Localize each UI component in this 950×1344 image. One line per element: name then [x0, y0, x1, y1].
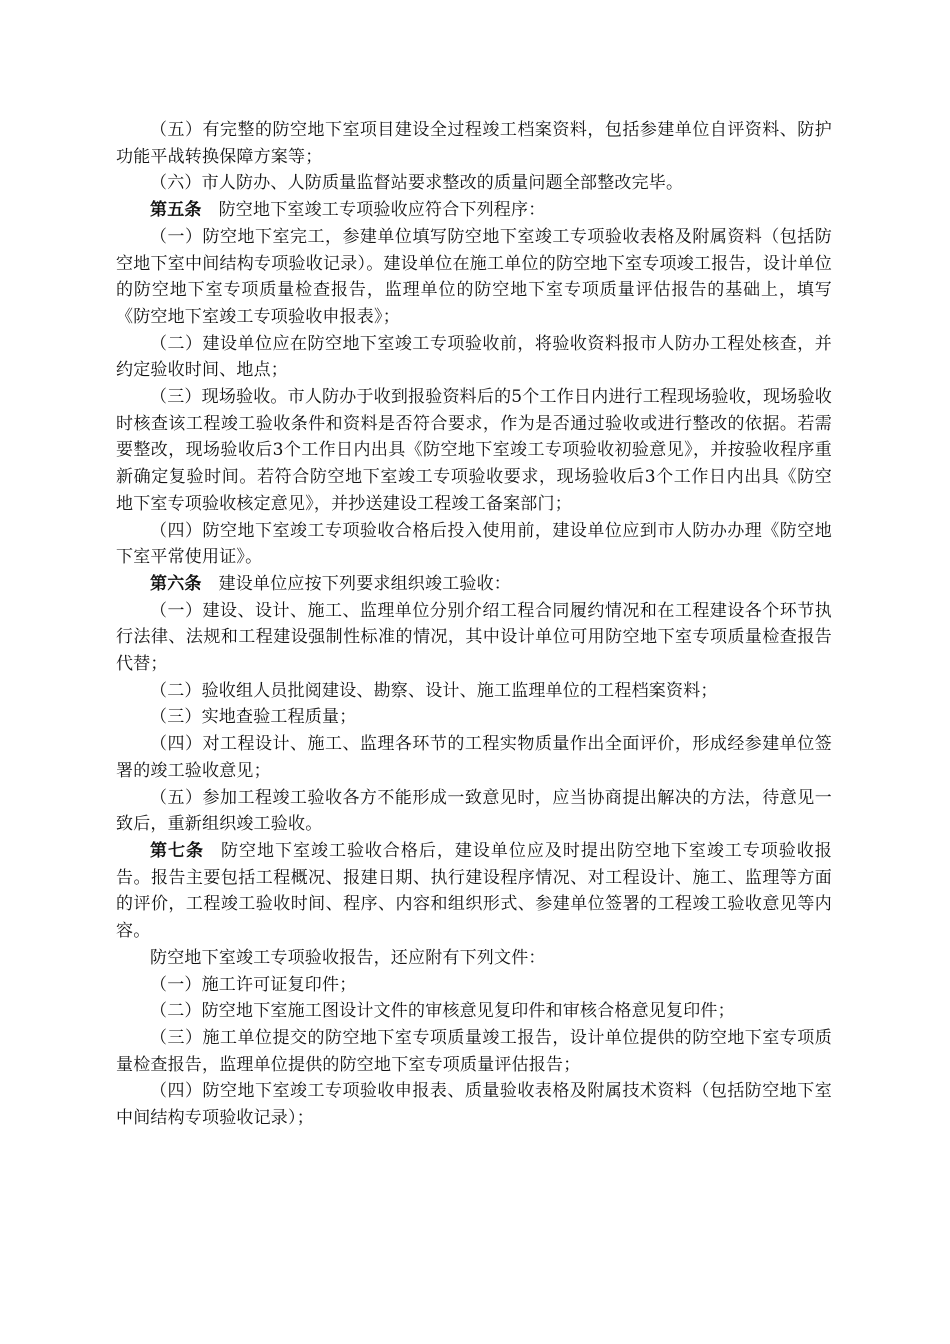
paragraph-text: （三）现场验收。市人防办于收到报验资料后的5个工作日内进行工程现场验收，现场验收时核查该工程竣工验收条件和资料是否符合要求，作为是否通过验收或进行整改的依据。若需要整改，现场验收后3个工作日内出具《防空地下室竣工专项验收初验意见》，并按验收程序重新确定复验时间。若符合防空地下室竣工专项验收要求，现场验收后3个工作日内出具《防空地下室专项验收核定意见》，并抄送建设工程竣工备案部门；	[116, 387, 832, 514]
paragraph	[116, 518, 832, 571]
paragraph-text: 防空地下室竣工专项验收报告，还应附有下列文件：	[150, 947, 546, 968]
paragraph-text: （五）参加工程竣工验收各方不能形成一致意见时，应当协商提出解决的方法，待意见一致后，重新组织竣工验收。	[116, 787, 832, 835]
article-label: 第五条	[150, 200, 202, 221]
paragraph-text: （二）建设单位应在防空地下室竣工专项验收前，将验收资料报市人防办工程处核查，并约定验收时间、地点；	[116, 333, 832, 381]
paragraph-text: （四）防空地下室竣工专项验收申报表、质量验收表格及附属技术资料（包括防空地下室中间结构专项验收记录）；	[116, 1081, 832, 1129]
paragraph-text: （二）防空地下室施工图设计文件的审核意见复印件和审核合格意见复印件；	[150, 1001, 735, 1022]
article-paragraph	[116, 571, 832, 598]
paragraph	[116, 731, 832, 784]
paragraph-text: （一）施工许可证复印件；	[150, 974, 357, 995]
paragraph	[116, 1025, 832, 1078]
paragraph-text: （三）施工单位提交的防空地下室专项质量竣工报告，设计单位提供的防空地下室专项质量检查报告，监理单位提供的防空地下室专项质量评估报告；	[116, 1027, 832, 1075]
paragraph-text: （四）对工程设计、施工、监理各环节的工程实物质量作出全面评价，形成经参建单位签署的竣工验收意见；	[116, 734, 832, 781]
paragraph	[116, 972, 832, 999]
paragraph-text: （五）有完整的防空地下室项目建设全过程竣工档案资料，包括参建单位自评资料、防护功能平战转换保障方案等；	[116, 120, 832, 167]
paragraph	[116, 945, 832, 972]
paragraph	[116, 598, 832, 678]
paragraph	[116, 117, 832, 170]
paragraph	[116, 224, 832, 331]
paragraph	[116, 384, 832, 518]
paragraph-text: 防空地下室竣工验收合格后，建设单位应及时提出防空地下室竣工专项验收报告。报告主要包括工程概况、报建日期、执行建设程序情况、对工程设计、施工、监理等方面的评价，工程竣工验收时间、程序、内容和组织形式、参建单位签署的工程竣工验收意见等内容。	[116, 840, 832, 942]
paragraph	[116, 678, 832, 705]
paragraph	[116, 785, 832, 838]
paragraph	[116, 170, 832, 197]
document-page	[116, 117, 832, 1132]
paragraph	[116, 704, 832, 731]
paragraph-text: （一）建设、设计、施工、监理单位分别介绍工程合同履约情况和在工程建设各个环节执行法律、法规和工程建设强制性标准的情况，其中设计单位可用防空地下室专项质量检查报告代替；	[116, 600, 832, 675]
paragraph	[116, 1078, 832, 1131]
article-paragraph	[116, 197, 832, 224]
paragraph	[116, 998, 832, 1025]
paragraph	[116, 331, 832, 384]
paragraph-text: （四）防空地下室竣工专项验收合格后投入使用前，建设单位应到市人防办办理《防空地下室平常使用证》。	[116, 520, 832, 568]
article-label: 第七条	[150, 840, 204, 861]
article-paragraph	[116, 838, 832, 945]
paragraph-text: 防空地下室竣工专项验收应符合下列程序：	[218, 200, 546, 221]
paragraph-text: （三）实地查验工程质量；	[150, 707, 357, 728]
paragraph-text: （六）市人防办、人防质量监督站要求整改的质量问题全部整改完毕。	[150, 173, 684, 194]
article-label: 第六条	[150, 573, 202, 594]
paragraph-text: （一）防空地下室完工，参建单位填写防空地下室竣工专项验收表格及附属资料（包括防空地下室中间结构专项验收记录）。建设单位在施工单位的防空地下室专项竣工报告，设计单位的防空地下室专项质量检查报告，监理单位的防空地下室专项质量评估报告的基础上，填写《防空地下室竣工专项验收申报表》；	[116, 226, 832, 327]
paragraph-text: （二）验收组人员批阅建设、勘察、设计、施工监理单位的工程档案资料；	[150, 680, 718, 701]
paragraph-text: 建设单位应按下列要求组织竣工验收：	[218, 573, 512, 594]
